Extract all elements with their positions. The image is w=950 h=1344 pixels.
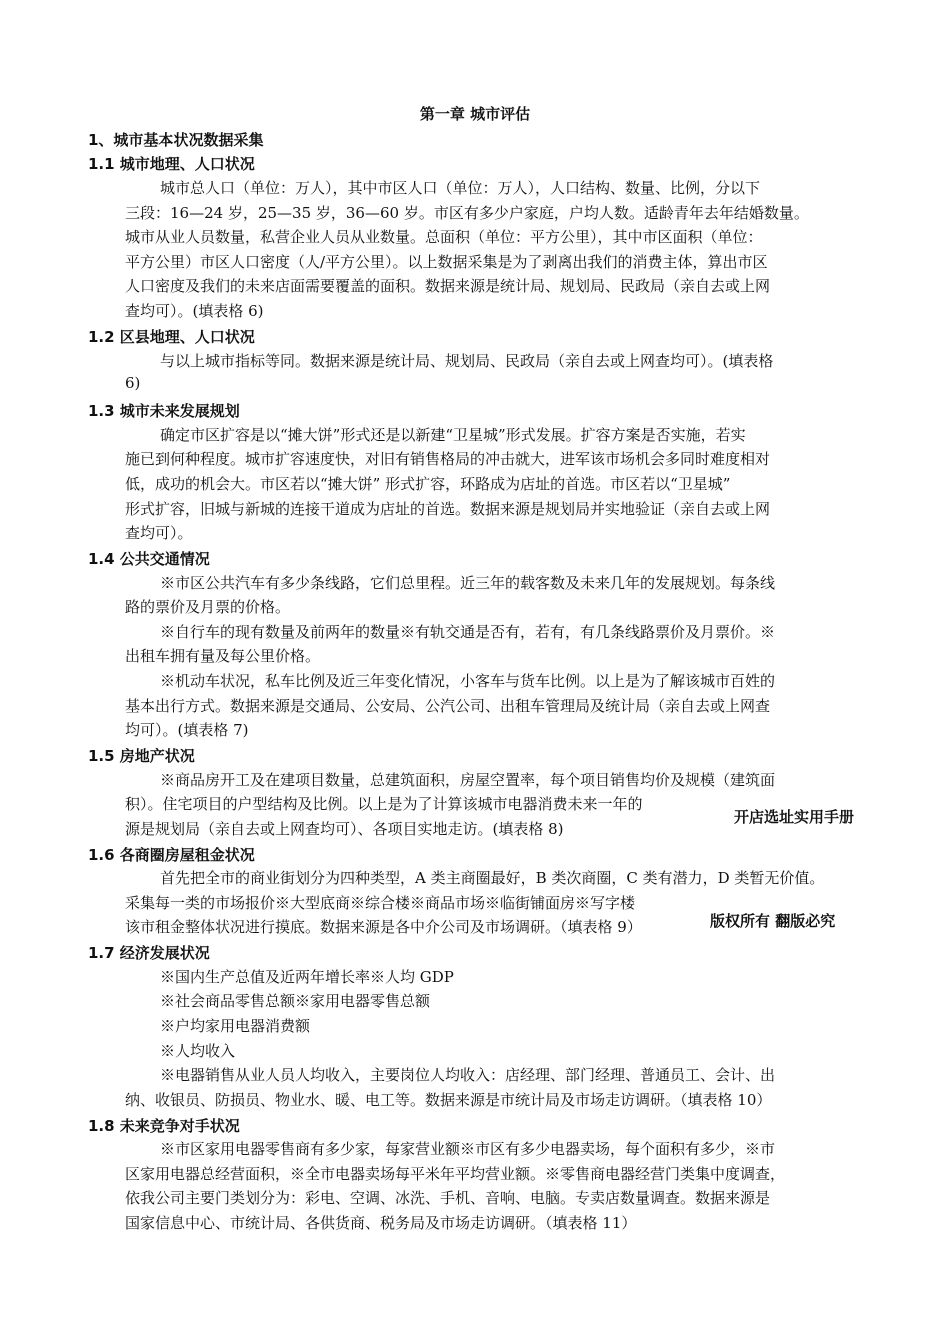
paragraph-line: 形式扩容，旧城与新城的连接干道成为店址的首选。数据来源是规划局并实地验证（亲自去或上网 <box>125 500 771 518</box>
paragraph-line: ※机动车状况，私车比例及近三年变化情况，小客车与货车比例。以上是为了解该城市百姓的 <box>160 672 776 690</box>
paragraph-line: 首先把全市的商业街划分为四种类型，A 类主商圈最好，B 类次商圈，C 类有潜力，D 类暂无价值。 <box>160 869 825 887</box>
subsection-heading: 1.2 区县地理、人口状况 <box>88 328 255 346</box>
subsection-heading: 1.8 未来竞争对手状况 <box>88 1117 240 1135</box>
paragraph-line: 均可）。(填表格 7) <box>125 721 249 739</box>
paragraph-line: 人口密度及我们的未来店面需要覆盖的面积。数据来源是统计局、规划局、民政局（亲自去或上网 <box>125 277 771 295</box>
subsection-heading: 1.3 城市未来发展规划 <box>88 402 240 420</box>
paragraph-line: 确定市区扩容是以“摊大饼”形式还是以新建“卫星城”形式发展。扩容方案是否实施，若实 <box>160 426 746 444</box>
paragraph-line: 基本出行方式。数据来源是交通局、公安局、公汽公司、出租车管理局及统计局（亲自去或上网查 <box>125 697 771 715</box>
paragraph-line: ※人均收入 <box>160 1042 236 1060</box>
paragraph-line: 城市总人口（单位：万人），其中市区人口（单位：万人），人口结构、数量、比例，分以下 <box>160 179 761 197</box>
subsection-heading: 1.1 城市地理、人口状况 <box>88 155 255 173</box>
paragraph-line: 城市从业人员数量，私营企业人员从业数量。总面积（单位：平方公里），其中市区面积（单位： <box>125 228 763 246</box>
paragraph-line: 低，成功的机会大。市区若以“摊大饼” 形式扩容，环路成为店址的首选。市区若以“卫星城” <box>125 475 731 493</box>
paragraph-line: 区家用电器总经营面积，※全市电器卖场每平米年平均营业额。※零售商电器经营门类集中度调查， <box>125 1165 786 1183</box>
paragraph-line: 路的票价及月票的价格。 <box>125 598 291 616</box>
paragraph-line: ※国内生产总值及近两年增长率※人均 GDP <box>160 968 454 986</box>
paragraph-line: 平方公里）市区人口密度（人/平方公里）。以上数据采集是为了剥离出我们的消费主体，算出市区 <box>125 253 768 271</box>
section-heading: 1、城市基本状况数据采集 <box>88 131 264 149</box>
paragraph-line: 国家信息中心、市统计局、各供货商、税务局及市场走访调研。（填表格 11） <box>125 1214 637 1232</box>
paragraph-line: ※商品房开工及在建项目数量，总建筑面积，房屋空置率，每个项目销售均价及规模（建筑面 <box>160 771 776 789</box>
paragraph-line: ※电器销售从业人员人均收入，主要岗位人均收入：店经理、部门经理、普通员工、会计、出 <box>160 1066 776 1084</box>
subsection-heading: 1.6 各商圈房屋租金状况 <box>88 846 255 864</box>
subsection-heading: 1.5 房地产状况 <box>88 747 195 765</box>
paragraph-line: ※户均家用电器消费额 <box>160 1017 311 1035</box>
paragraph-line: ※市区家用电器零售商有多少家，每家营业额※市区有多少电器卖场，每个面积有多少，※市 <box>160 1140 776 1158</box>
paragraph-line: 依我公司主要门类划分为：彩电、空调、冰洗、手机、音响、电脑。专卖店数量调查。数据来源是 <box>125 1189 771 1207</box>
paragraph-line: 源是规划局（亲自去或上网查均可）、各项目实地走访。(填表格 8) <box>125 820 564 838</box>
paragraph-line: ※市区公共汽车有多少条线路，它们总里程。近三年的载客数及未来几年的发展规划。每条线 <box>160 574 776 592</box>
paragraph-line: 与以上城市指标等同。数据来源是统计局、规划局、民政局（亲自去或上网查均可）。(填表格 <box>160 352 774 370</box>
chapter-title: 第一章 城市评估 <box>419 105 531 123</box>
subsection-heading: 1.4 公共交通情况 <box>88 550 210 568</box>
watermark-copyright: 版权所有 翻版必究 <box>704 908 841 933</box>
paragraph-line: 积）。住宅项目的户型结构及比例。以上是为了计算该城市电器消费未来一年的 <box>125 795 643 813</box>
paragraph-line: ※社会商品零售总额※家用电器零售总额 <box>160 992 431 1010</box>
paragraph-line: 采集每一类的市场报价※大型底商※综合楼※商品市场※临街铺面房※写字楼 <box>125 894 636 912</box>
paragraph-line: 查均可）。 <box>125 524 193 542</box>
paragraph-line: ※自行车的现有数量及前两年的数量※有轨交通是否有，若有，有几条线路票价及月票价。※ <box>160 623 776 641</box>
paragraph-line: 纳、收银员、防损员、物业水、暖、电工等。数据来源是市统计局及市场走访调研。（填表格 10） <box>125 1091 772 1109</box>
paragraph-line: 查均可）。(填表格 6) <box>125 302 264 320</box>
watermark-manual-title: 开店选址实用手册 <box>728 804 860 829</box>
paragraph-line: 三段：16—24 岁，25—35 岁，36—60 岁。市区有多少户家庭，户均人数。适龄青年去年结婚数量。 <box>125 204 809 222</box>
paragraph-line: 该市租金整体状况进行摸底。数据来源是各中介公司及市场调研。（填表格 9） <box>125 918 642 936</box>
paragraph-line: 6) <box>125 374 141 392</box>
subsection-heading: 1.7 经济发展状况 <box>88 944 210 962</box>
paragraph-line: 施已到何种程度。城市扩容速度快，对旧有销售格局的冲击就大，进军该市场机会多同时难度相对 <box>125 450 771 468</box>
paragraph-line: 出租车拥有量及每公里价格。 <box>125 647 321 665</box>
